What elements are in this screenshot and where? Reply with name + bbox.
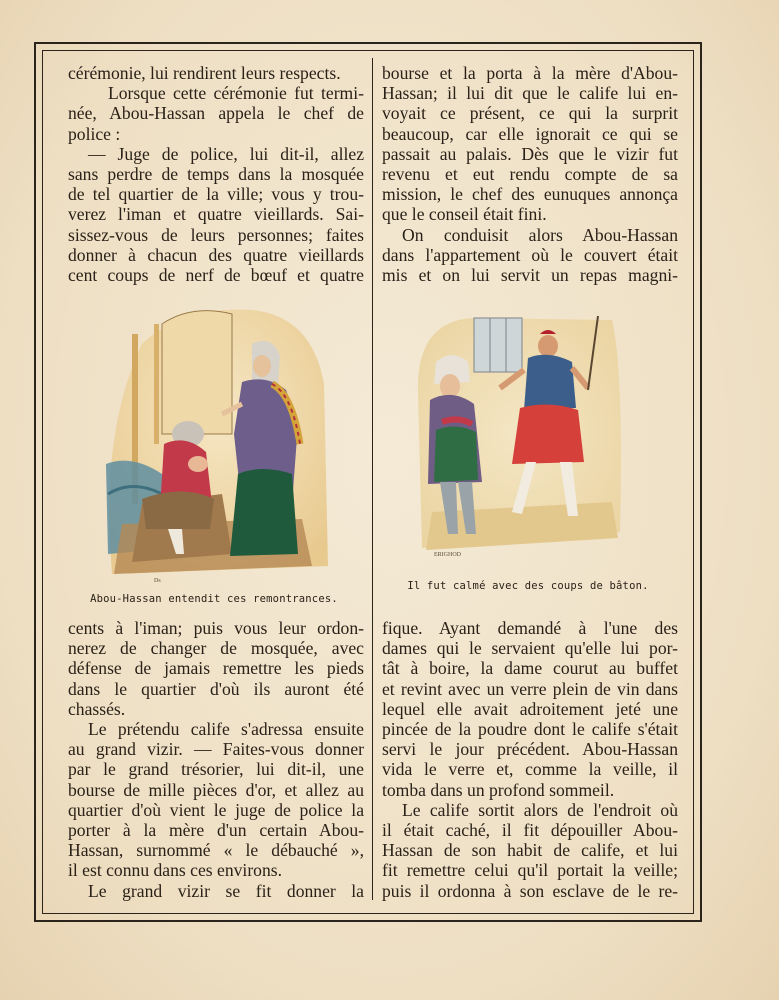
text-line: Hassan; il lui dit que le calife lui en- <box>382 83 678 104</box>
text-line: police : <box>68 123 121 144</box>
text-line: Hassan de son habit de calife, et lui <box>382 840 678 861</box>
text-line: mission, le chef des eunuques annonça <box>382 184 678 205</box>
text-line: quartier d'où vient le juge de police la <box>68 799 364 820</box>
text-line: verez l'iman et quatre vieillards. Sai- <box>68 204 364 225</box>
illustration-abou-hassan-remonstrances <box>102 304 330 586</box>
text-line: puis il ordonna à son esclave de le re- <box>382 880 678 901</box>
text-line: que le conseil était fini. <box>382 204 547 225</box>
text-line: défense de jamais remettre les pieds <box>68 658 364 679</box>
text-line: revenu et eut rendu compte de sa <box>382 164 678 185</box>
text-line: — Juge de police, lui dit-il, allez <box>88 143 364 164</box>
text-line: Lorsque cette cérémonie fut termi- <box>108 83 364 104</box>
text-line: pincée de la poudre dont le calife s'était <box>382 719 678 740</box>
text-line: nerez de changer de mosquée, avec <box>68 638 364 659</box>
text-line: fit remettre celui qu'il portait la veille; <box>382 860 678 881</box>
column-divider-top <box>372 58 373 288</box>
text-line: Le grand vizir se fit donner la <box>88 880 364 901</box>
right-column-top-text <box>382 63 678 285</box>
text-line: On conduisit alors Abou-Hassan <box>402 224 678 245</box>
text-line: Hassan, surnommé « le débauché », <box>68 840 364 861</box>
left-column-bottom-text <box>68 618 364 901</box>
text-line: passait au palais. Dès que le vizir fut <box>382 143 678 164</box>
text-line: fique. Ayant demandé à l'une des <box>382 618 678 638</box>
text-line: servi le jour précédent. Abou-Hassan <box>382 739 678 760</box>
text-line: sans perdre de temps dans la mosquée <box>68 164 364 185</box>
text-line: chassés. <box>68 698 126 719</box>
column-divider-bottom <box>372 608 373 900</box>
text-line: au grand vizir. — Faites-vous donner <box>68 739 364 760</box>
text-line: porter à la mère d'un certain Abou- <box>68 820 364 841</box>
text-line: Le prétendu calife s'adressa ensuite <box>88 719 364 740</box>
text-line: vida le verre et, comme la veille, il <box>382 759 678 780</box>
text-line: mis et on lui servit un repas magni- <box>382 265 678 286</box>
text-line: par le grand trésorier, lui dit-il, une <box>68 759 364 780</box>
text-line: il était caché, il fit dépouiller Abou- <box>382 820 678 841</box>
svg-text:Ds: Ds <box>154 578 161 584</box>
left-column-top-text <box>68 63 364 285</box>
text-line: sissez-vous de leurs personnes; faites <box>68 224 364 245</box>
text-line: Le calife sortit alors de l'endroit où <box>402 799 678 820</box>
text-line: bourse et la porta à la mère d'Abou- <box>382 63 678 83</box>
text-line: bourse de mille pièces d'or, et allez au <box>68 779 364 800</box>
text-line: et revint avec un verre plein de vin dans <box>382 678 678 699</box>
text-line: née, Abou-Hassan appela le chef de <box>68 103 364 124</box>
text-line: tomba dans un profond sommeil. <box>382 779 615 800</box>
text-line: lequel elle avait adroitement jeté une <box>382 698 678 719</box>
caption-right: Il fut calmé avec des coups de bâton. <box>407 580 649 592</box>
text-line: dans l'appartement où le couvert était <box>382 244 678 265</box>
text-line: dans le quartier d'où ils auront été <box>68 678 364 699</box>
text-line: tât à boire, la dame courut au buffet <box>382 658 678 679</box>
text-line: donner à chacun des quatre vieillards <box>68 244 364 265</box>
text-line: cents à l'iman; puis vous leur ordon- <box>68 618 364 638</box>
text-line: il est connu dans ces environs. <box>68 860 283 881</box>
column-divider-mid <box>372 288 373 608</box>
right-column-bottom-text <box>382 618 678 901</box>
text-line: beaucoup, car elle ignorait ce qui se <box>382 123 678 144</box>
text-line: de tel quartier de la ville; vous y trou- <box>68 184 364 205</box>
illustration-beating-with-stick <box>412 312 624 560</box>
text-line: cent coups de nerf de bœuf et quatre <box>68 265 364 286</box>
text-line: cérémonie, lui rendirent leurs respects. <box>68 63 341 83</box>
text-line: voyait ce présent, ce qui la surprit <box>382 103 678 124</box>
caption-left: Abou-Hassan entendit ces remontrances. <box>90 593 338 605</box>
text-line: dames qui le servaient qu'elle lui por- <box>382 638 678 659</box>
svg-text:ERIGHOD: ERIGHOD <box>434 552 461 558</box>
